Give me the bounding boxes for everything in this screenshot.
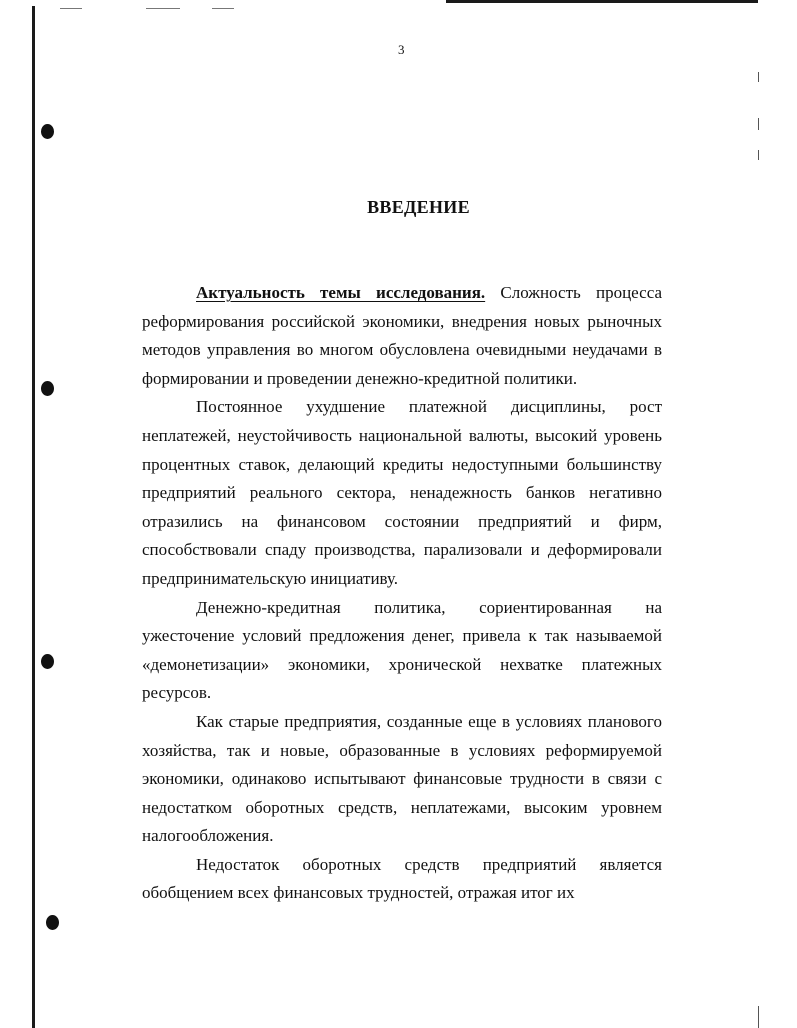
paragraph: Денежно-кредитная политика, сориентированная на ужесточение условий предложения денег, привела к так называемой «демонетизации» экономики, хронической нехватке платежных ресурсов. [142,597,662,703]
paragraph [142,279,662,393]
paragraph: Постоянное ухудшение платежной дисциплины, рост неплатежей, неустойчивость национальной валюты, высокий уровень процентных ставок, делающий кредиты недоступными большинству предприятий реального сектора, ненадежность банков негативно отразились на финансовом состоянии предприятий и фирм, способствовали спаду производства, парализовали и деформировали предпринимательскую инициативу. [142,397,662,588]
page-number: 3 [398,42,405,57]
binder-hole [41,381,54,396]
scan-top-mark [212,8,234,9]
scan-left-border [32,6,35,1028]
scan-right-mark [758,1006,759,1028]
scan-top-mark [146,8,180,9]
body-text [142,279,662,908]
scan-top-mark [60,8,82,9]
paragraph: Как старые предприятия, созданные еще в условиях планового хозяйства, так и новые, образованные в условиях реформируемой экономики, одинаково испытывают финансовые трудности в связи с недостатком оборотных средств, неплатежами, высоким уровнем налогообложения. [142,711,662,846]
binder-hole [41,124,54,139]
paragraph-lead: Актуальность темы исследования. [196,283,486,302]
section-title: ВВЕДЕНИЕ [367,197,470,217]
scan-right-mark [758,118,759,130]
paragraph: Недостаток оборотных средств предприятий является обобщением всех финансовых трудностей, отражая итог их [142,854,662,903]
scan-top-border [446,0,758,3]
binder-hole [46,915,59,930]
paragraph-text: Сложность процесса реформирования российской экономики, внедрения новых рыночных методов управления во многом обусловлена очевидными неудачами в формировании и проведении денежно-кредитной политики. [142,283,662,388]
scan-right-mark [758,72,759,82]
scan-right-mark [758,150,759,160]
binder-hole [41,654,54,669]
